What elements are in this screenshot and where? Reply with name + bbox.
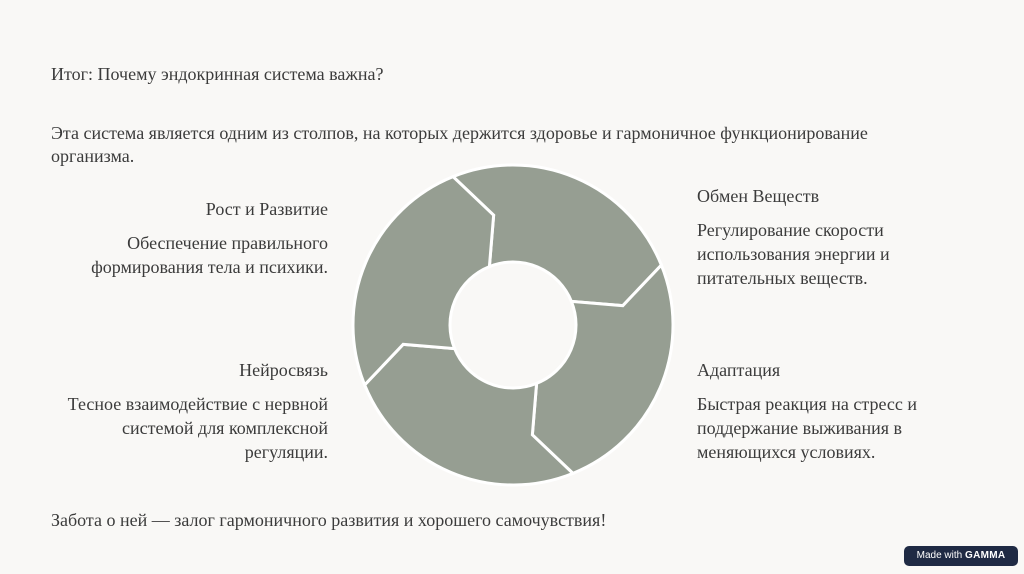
cycle-segments xyxy=(353,165,673,485)
adaptation-block xyxy=(697,359,977,464)
adaptation-description: Быстрая реакция на стресс и поддержание выживания в меняющихся условиях. xyxy=(697,394,918,462)
intro-text: Эта система является одним из столпов, на которых держится здоровье и гармоничное функционирование организма. xyxy=(51,123,868,166)
adaptation-title: Адаптация xyxy=(697,360,781,380)
neuro-title: Нейросвязь xyxy=(239,360,328,380)
page-title: Итог: Почему эндокринная система важна? xyxy=(51,64,384,84)
conclusion-text: Забота о ней — залог гармоничного развития и хорошего самочувствия! xyxy=(51,510,607,530)
growth-title: Рост и Развитие xyxy=(205,199,328,219)
cycle-diagram xyxy=(345,157,681,493)
metabolism-block xyxy=(697,185,977,290)
growth-description: Обеспечение правильного формирования тела и психики. xyxy=(91,233,328,277)
neuro-description: Тесное взаимодействие с нервной системой для комплексной регуляции. xyxy=(67,394,328,462)
metabolism-title: Обмен Веществ xyxy=(697,186,820,206)
neuro-block xyxy=(60,359,328,464)
badge-prefix: Made with xyxy=(916,550,963,561)
made-with-gamma-badge[interactable] xyxy=(904,546,1018,566)
badge-brand: GAMMA xyxy=(964,550,1006,561)
metabolism-description: Регулирование скорости использования энергии и питательных веществ. xyxy=(697,220,890,288)
growth-block xyxy=(60,198,328,279)
